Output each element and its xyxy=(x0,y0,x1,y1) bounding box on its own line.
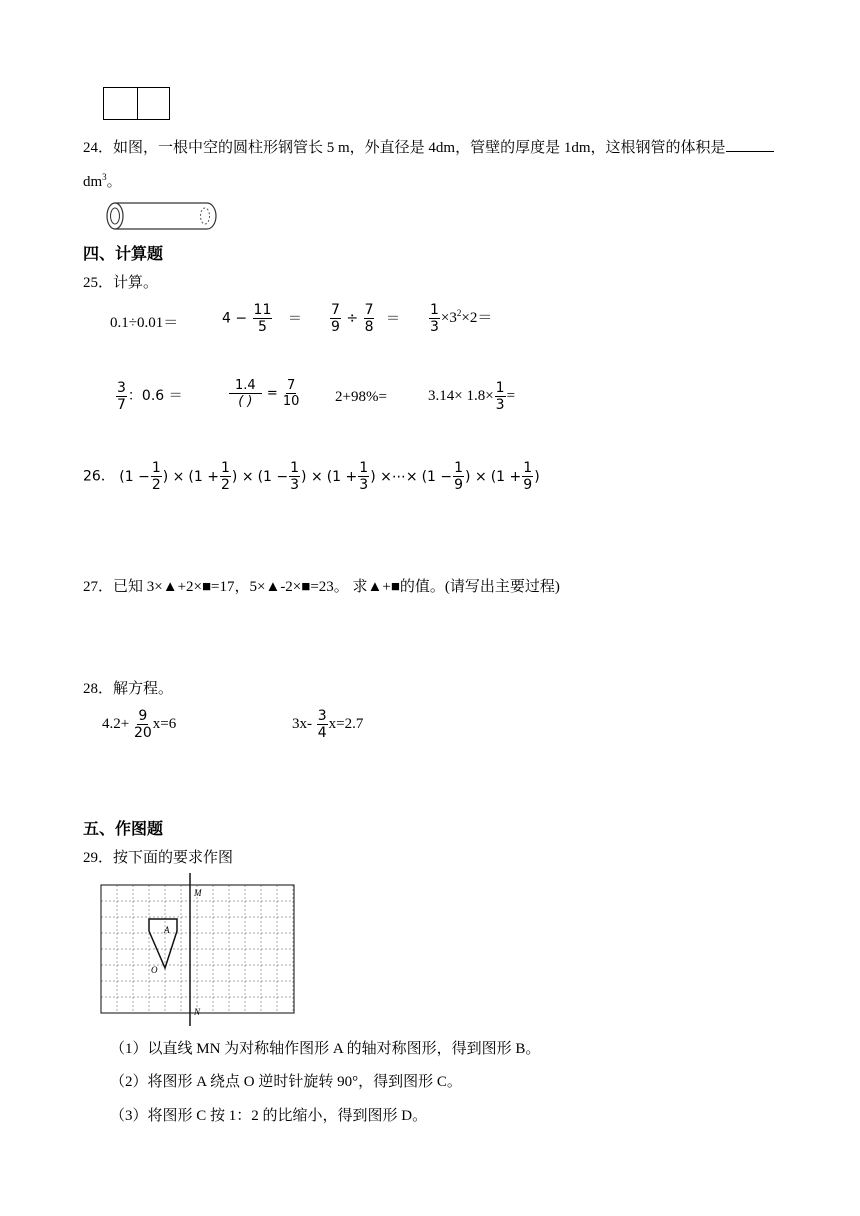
question-24-unit xyxy=(83,170,122,191)
step-1: （1）以直线 MN 为对称轴作图形 A 的轴对称图形，得到图形 B。 xyxy=(110,1041,541,1057)
numerator: 11 xyxy=(253,302,272,318)
denominator: 8 xyxy=(364,319,374,335)
numerator: 1 xyxy=(495,380,505,396)
product-term xyxy=(188,460,254,493)
unit-text: dm xyxy=(83,174,103,190)
expr-text: 3x- xyxy=(292,715,312,732)
equals: ＝ xyxy=(385,310,400,327)
calc-item-d xyxy=(428,303,492,334)
term-suffix: ) xyxy=(534,468,540,485)
numerator: 1 xyxy=(220,460,230,476)
equation-2 xyxy=(292,709,363,740)
question-title: 解方程。 xyxy=(113,681,174,697)
term-prefix: (1 + xyxy=(188,468,219,485)
numerator: 1 xyxy=(523,460,533,476)
expr-text: x=2.7 xyxy=(328,715,364,732)
product-term xyxy=(257,460,323,493)
answer-boxes xyxy=(103,87,170,120)
numerator: 1 xyxy=(290,460,300,476)
term-prefix: (1 + xyxy=(326,468,358,485)
calc-item-f xyxy=(228,379,300,408)
steel-pipe-figure xyxy=(105,201,217,231)
grid-figure xyxy=(100,872,300,1028)
question-title: 按下面的要求作图 xyxy=(113,850,234,866)
fraction xyxy=(453,461,464,492)
numerator: 3 xyxy=(117,380,126,396)
denominator: 5 xyxy=(258,319,267,335)
denominator: 3 xyxy=(430,319,439,335)
expr-tail: ×2＝ xyxy=(461,309,493,326)
label-n: N xyxy=(194,1007,201,1017)
question-27 xyxy=(83,575,560,596)
question-text: 已知 3×▲+2×■=17，5×▲-2×■=23。 求▲+■的值。(请写出主要过程) xyxy=(113,579,560,595)
term-prefix: (1 − xyxy=(421,468,453,485)
numerator: 3 xyxy=(317,708,327,724)
fraction xyxy=(116,381,127,412)
step-2: （2）将图形 A 绕点 O 逆时针旋转 90°，得到图形 C。 xyxy=(110,1074,462,1090)
denominator: 3 xyxy=(359,477,369,493)
denominator: 7 xyxy=(117,397,126,413)
step-3: （3）将图形 C 按 1：2 的比缩小，得到图形 D。 xyxy=(110,1108,428,1124)
equals: = xyxy=(266,386,278,401)
denominator: 3 xyxy=(495,397,505,413)
expr-text: x=6 xyxy=(152,715,177,732)
calc-item-a: 0.1÷0.01＝ xyxy=(110,315,179,331)
fraction xyxy=(330,303,341,334)
question-number: 29． xyxy=(83,850,114,866)
product-term xyxy=(326,460,418,493)
equals: ＝ xyxy=(287,310,302,327)
fraction xyxy=(229,379,262,408)
expr-text: ：0.6 ＝ xyxy=(127,387,183,404)
numerator: 7 xyxy=(287,378,296,393)
question-25 xyxy=(83,271,158,292)
fraction xyxy=(220,461,231,492)
answer-blank[interactable] xyxy=(726,137,774,152)
fraction xyxy=(429,303,440,334)
numerator: 1 xyxy=(454,460,464,476)
unit-tail: 。 xyxy=(106,174,122,190)
fraction xyxy=(522,461,533,492)
section-4-title: 四、计算题 xyxy=(83,244,164,263)
term-prefix: (1 − xyxy=(119,468,150,485)
term-suffix: ) × xyxy=(162,468,185,485)
calc-item-c xyxy=(329,303,400,334)
expr-text: ×3 xyxy=(440,309,457,326)
calc-item-g: 2+98%= xyxy=(335,389,387,405)
fraction xyxy=(364,303,375,334)
numerator: 7 xyxy=(364,302,374,318)
expr-prefix: 4 − xyxy=(222,310,248,327)
calc-item-h xyxy=(428,381,515,412)
box-divider xyxy=(137,88,138,119)
numerator: 9 xyxy=(138,708,148,724)
equation-1 xyxy=(102,709,176,740)
operator: ÷ xyxy=(346,310,359,327)
calc-item-e xyxy=(115,381,183,412)
denominator-blank[interactable]: ( ) xyxy=(238,394,253,409)
denominator: 2 xyxy=(220,477,230,493)
denominator: 20 xyxy=(133,725,152,741)
denominator: 10 xyxy=(282,394,300,409)
term-suffix: ) × xyxy=(465,468,487,485)
question-text: 如图，一根中空的圆柱形钢管长 5 m，外直径是 4dm，管壁的厚度是 1dm，这根钢管的体积是 xyxy=(113,140,726,156)
product-term xyxy=(490,460,540,493)
term-prefix: (1 − xyxy=(257,468,289,485)
denominator: 9 xyxy=(454,477,464,493)
calc-item-b xyxy=(222,303,302,334)
term-prefix: (1 + xyxy=(490,468,522,485)
label-m: M xyxy=(194,888,202,898)
question-29 xyxy=(83,846,233,867)
label-a: A xyxy=(164,925,170,935)
numerator: 1.4 xyxy=(229,379,262,394)
numerator: 1 xyxy=(359,460,369,476)
denominator: 9 xyxy=(523,477,533,493)
fraction xyxy=(317,709,328,740)
fraction xyxy=(289,461,300,492)
question-title: 计算。 xyxy=(113,275,159,291)
product-term xyxy=(119,460,185,493)
numerator: 1 xyxy=(430,302,439,318)
denominator: 9 xyxy=(331,319,340,335)
term-suffix: ) × xyxy=(301,468,323,485)
question-24 xyxy=(83,136,774,157)
term-suffix: ) × xyxy=(231,468,254,485)
expr-text: 4.2+ xyxy=(102,715,130,732)
question-number: 27． xyxy=(83,579,114,595)
product-expression xyxy=(119,460,543,493)
question-26 xyxy=(83,461,544,492)
question-number: 25． xyxy=(83,275,114,291)
unit-superscript: 3 xyxy=(102,172,107,182)
fraction xyxy=(358,461,369,492)
product-term xyxy=(421,460,487,493)
label-o: O xyxy=(151,965,158,975)
question-number: 26． xyxy=(83,468,115,485)
expr-text: 3.14× 1.8× xyxy=(428,387,494,404)
exponent: 2 xyxy=(456,307,462,318)
figure-a-shape xyxy=(149,919,177,968)
numerator: 7 xyxy=(331,302,340,318)
question-28 xyxy=(83,677,173,698)
fraction xyxy=(253,303,273,334)
denominator: 2 xyxy=(151,477,161,493)
equals: = xyxy=(506,387,516,404)
numerator: 1 xyxy=(151,460,161,476)
fraction xyxy=(134,709,152,740)
grid-lines xyxy=(101,885,294,1013)
fraction xyxy=(151,461,162,492)
fraction xyxy=(283,379,300,408)
term-suffix: ) ×⋯× xyxy=(370,468,418,485)
fraction xyxy=(495,381,506,412)
question-number: 28． xyxy=(83,681,114,697)
question-number: 24． xyxy=(83,140,114,156)
section-5-title: 五、作图题 xyxy=(83,819,164,838)
denominator: 4 xyxy=(317,725,327,741)
denominator: 3 xyxy=(290,477,300,493)
